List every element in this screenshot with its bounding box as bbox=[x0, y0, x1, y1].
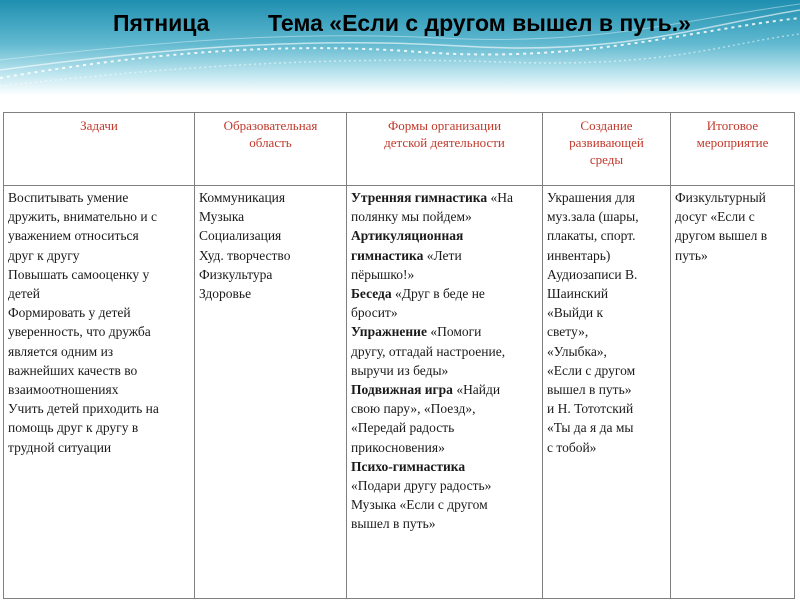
activity-detail: «Подари другу радость» bbox=[351, 478, 492, 494]
activity-line bbox=[351, 265, 538, 284]
text-line: путь» bbox=[675, 247, 708, 263]
activity-name: гимнастика bbox=[351, 247, 424, 263]
text-line: с тобой» bbox=[547, 439, 597, 455]
activity-line bbox=[351, 246, 538, 265]
text-line: помощь друг к другу в bbox=[8, 420, 139, 436]
text-line: детской деятельности bbox=[384, 135, 505, 150]
text-line: Здоровье bbox=[199, 286, 252, 302]
text-line: является одним из bbox=[8, 343, 114, 359]
text-line: дружить, внимательно и с bbox=[8, 209, 158, 225]
activity-detail: другу, отгадай настроение, bbox=[351, 343, 506, 359]
activity-name: Артикуляционная bbox=[351, 228, 464, 244]
text-line: Образовательная bbox=[223, 118, 318, 133]
activity-detail: «Передай радость bbox=[351, 420, 455, 436]
text-line: «Ты да я да мы bbox=[547, 420, 634, 436]
text-line: Худ. творчество bbox=[199, 247, 291, 263]
text-line: Социализация bbox=[199, 228, 282, 244]
activity-line bbox=[351, 476, 538, 495]
table-row bbox=[4, 186, 795, 599]
text-line: свету», bbox=[547, 324, 589, 340]
text-line: уважением относиться bbox=[8, 228, 139, 244]
activity-detail: полянку мы пойдем» bbox=[351, 209, 472, 225]
plan-table bbox=[3, 112, 795, 599]
activity-detail: Музыка «Если с другом bbox=[351, 497, 488, 513]
activity-line bbox=[351, 514, 538, 533]
activity-detail: выручи из беды» bbox=[351, 362, 449, 378]
title-theme: Тема «Если с другом вышел в путь.» bbox=[268, 10, 691, 36]
activity-detail: пёрышко!» bbox=[351, 266, 415, 282]
activity-line bbox=[351, 342, 538, 361]
activity-name: Психо-гимнастика bbox=[351, 458, 466, 474]
text-line: Повышать самооценку у bbox=[8, 266, 150, 282]
text-line: вышел в путь» bbox=[547, 382, 632, 398]
table-header-row bbox=[4, 113, 795, 186]
text-line: досуг «Если с bbox=[675, 209, 755, 225]
activity-line bbox=[351, 438, 538, 457]
activity-line bbox=[351, 418, 538, 437]
activity-detail: прикосновения» bbox=[351, 439, 445, 455]
activity-line bbox=[351, 188, 538, 207]
text-line: Создание bbox=[580, 118, 633, 133]
text-line: Формы организации bbox=[387, 118, 502, 133]
slide-title bbox=[0, 8, 800, 44]
activity-detail: «На bbox=[487, 190, 513, 205]
cell-tasks bbox=[4, 186, 195, 599]
text-line: уверенность, что дружба bbox=[8, 324, 151, 340]
text-line: развивающей bbox=[569, 135, 644, 150]
text-line: мероприятие bbox=[696, 135, 769, 150]
text-line: Физкультура bbox=[199, 266, 273, 282]
text-line: муз.зала (шары, bbox=[547, 209, 639, 225]
text-line: среды bbox=[589, 152, 624, 167]
text-line: Воспитывать умение bbox=[8, 190, 129, 205]
activity-detail: бросит» bbox=[351, 305, 398, 321]
activity-line bbox=[351, 457, 538, 476]
header-environment bbox=[543, 113, 671, 186]
activity-detail: «Найди bbox=[452, 382, 501, 398]
activity-line bbox=[351, 399, 538, 418]
cell-educational-area bbox=[195, 186, 347, 599]
text-line: Физкультурный bbox=[675, 190, 766, 205]
activity-line bbox=[351, 322, 538, 341]
text-line: Итоговое bbox=[706, 118, 759, 133]
activity-detail: «Друг в беде не bbox=[391, 286, 485, 302]
cell-forms-of-activity bbox=[347, 186, 543, 599]
activity-name: Упражнение bbox=[351, 324, 427, 340]
activity-line bbox=[351, 495, 538, 514]
text-line: Коммуникация bbox=[199, 190, 286, 205]
activity-name: Беседа bbox=[351, 286, 392, 302]
activity-line bbox=[351, 380, 538, 399]
text-line: область bbox=[249, 135, 292, 150]
activity-detail: вышел в путь» bbox=[351, 516, 436, 532]
activity-line bbox=[351, 284, 538, 303]
text-line: трудной ситуации bbox=[8, 439, 112, 455]
activity-name: Утренняя гимнастика bbox=[351, 190, 488, 205]
cell-environment bbox=[543, 186, 671, 599]
activity-detail: свою пару», «Поезд», bbox=[351, 401, 476, 417]
text-line: плакаты, спорт. bbox=[547, 228, 636, 244]
text-line: Учить детей приходить на bbox=[8, 401, 159, 417]
text-line: «Улыбка», bbox=[547, 343, 607, 359]
text-line: «Если с другом bbox=[547, 362, 636, 378]
text-line: детей bbox=[8, 286, 40, 302]
text-line: и Н. Тототский bbox=[547, 401, 634, 417]
text-line: Украшения для bbox=[547, 190, 635, 205]
text-line: важнейших качеств во bbox=[8, 362, 138, 378]
title-day: Пятница bbox=[113, 10, 210, 36]
text-line: Аудиозаписи В. bbox=[547, 266, 638, 282]
text-line: инвентарь) bbox=[547, 247, 611, 263]
activity-detail: «Помоги bbox=[426, 324, 482, 340]
activity-line bbox=[351, 361, 538, 380]
text-line: взаимоотношениях bbox=[8, 382, 119, 398]
text-line: Задачи bbox=[80, 118, 118, 133]
text-line: друг к другу bbox=[8, 247, 80, 263]
text-line: Формировать у детей bbox=[8, 305, 131, 321]
activity-name: Подвижная игра bbox=[351, 382, 453, 398]
cell-final-event bbox=[671, 186, 795, 599]
header-tasks bbox=[4, 113, 195, 186]
header-final-event bbox=[671, 113, 795, 186]
activity-line bbox=[351, 303, 538, 322]
header-forms-of-activity bbox=[347, 113, 543, 186]
text-line: Музыка bbox=[199, 209, 245, 225]
text-line: «Выйди к bbox=[547, 305, 604, 321]
header-educational-area bbox=[195, 113, 347, 186]
text-line: Шаинский bbox=[547, 286, 609, 302]
activity-detail: «Лети bbox=[423, 247, 462, 263]
activity-line bbox=[351, 207, 538, 226]
text-line: другом вышел в bbox=[675, 228, 768, 244]
activity-line bbox=[351, 226, 538, 245]
